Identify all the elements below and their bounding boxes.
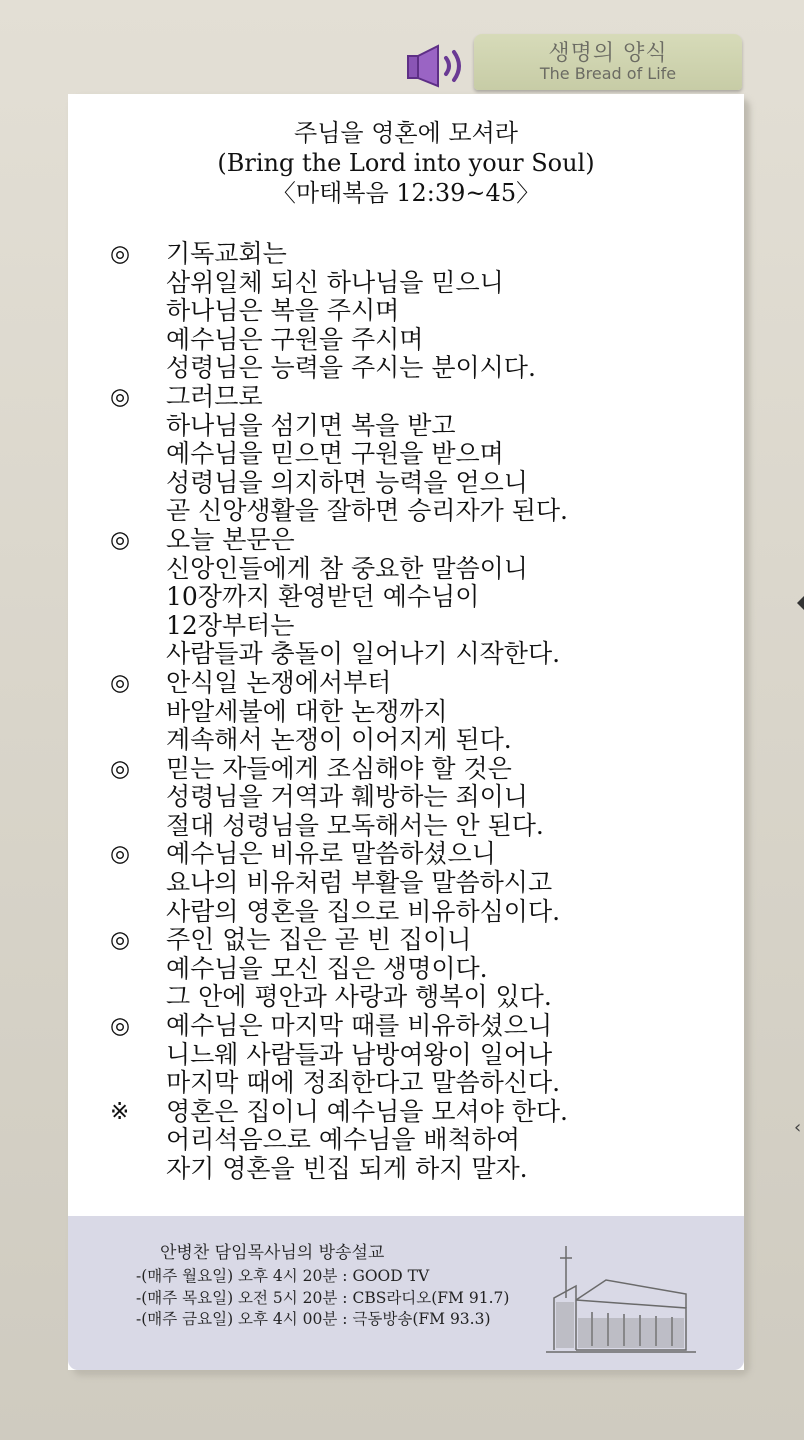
sermon-paragraph [110,383,720,526]
sermon-line: 믿는 자들에게 조심해야 할 것은 [166,753,512,783]
sermon-line: 신앙인들에게 참 중요한 말씀이니 [166,553,528,583]
paragraph-lines [166,240,720,383]
sermon-paragraph [110,840,720,926]
broadcast-schedule [136,1266,509,1331]
next-page-arrow-icon[interactable] [797,596,804,610]
sermon-line: 영혼은 집이니 예수님을 모셔야 한다. [166,1096,568,1126]
bullet-mark-icon: ◎ [110,526,131,553]
sermon-line: 사람의 영혼을 집으로 비유하심이다. [166,896,561,926]
bullet-mark-icon: ◎ [110,841,131,868]
broadcast-heading: 안병찬 담임목사님의 방송설교 [160,1243,385,1263]
sermon-paragraph [110,526,720,669]
sermon-line: 기독교회는 [166,239,287,268]
bullet-mark-icon: ◎ [110,1013,131,1040]
sermon-line: 성령님을 거역과 훼방하는 죄이니 [166,782,528,812]
sermon-paragraph [110,926,720,1012]
sermon-line: 예수님을 모신 집은 생명이다. [166,953,488,983]
sermon-line: 바알세불에 대한 논쟁까지 [166,696,448,726]
sermon-line: 곧 신앙생활을 잘하면 승리자가 된다. [166,496,568,526]
sermon-line: 예수님은 구원을 주시며 [166,324,424,354]
sermon-line: 10장까지 환영받던 예수님이 [166,582,480,612]
sermon-line: 삼위일체 되신 하나님을 믿으니 [166,267,504,297]
bread-of-life-badge [474,34,742,90]
paragraph-lines [166,669,720,755]
sermon-line: 예수님은 비유로 말씀하셨으니 [166,839,496,869]
sermon-line: 절대 성령님을 모독해서는 안 된다. [166,810,544,840]
sermon-card [68,94,744,1370]
church-building-image [546,1238,696,1358]
sermon-line: 요나의 비유처럼 부활을 말씀하시고 [166,868,553,898]
sermon-line: 어리석음으로 예수님을 배척하여 [166,1125,520,1155]
paragraph-lines [166,383,720,526]
sermon-line: 성령님을 의지하면 능력을 얻으니 [166,467,528,497]
sermon-line: 그 안에 평안과 사랑과 행복이 있다. [166,982,552,1012]
paragraph-lines [166,755,720,841]
speaker-icon[interactable] [404,44,468,88]
bullet-mark-icon: ◎ [110,927,131,954]
schedule-item: -(매주 월요일) 오후 4시 20분 : GOOD TV [136,1267,430,1285]
sermon-line: 오늘 본문은 [166,524,295,554]
note-mark-icon: ※ [110,1098,130,1125]
scripture-reference: 〈마태복음 12:39~45〉 [271,179,541,207]
sermon-paragraph [110,1012,720,1098]
paragraph-lines [166,1098,720,1184]
paragraph-lines [166,1012,720,1098]
schedule-item: -(매주 목요일) 오전 5시 20분 : CBS라디오(FM 91.7) [136,1288,510,1307]
sermon-paragraph [110,1098,720,1184]
prev-chevron-icon[interactable]: ‹ [794,1117,802,1138]
sermon-line: 성령님은 능력을 주시는 분이시다. [166,353,536,383]
sermon-line: 12장부터는 [166,610,295,640]
bullet-mark-icon: ◎ [110,383,131,410]
sermon-line: 사람들과 충돌이 일어나기 시작한다. [166,639,561,669]
sermon-line: 마지막 때에 정죄한다고 말씀하신다. [166,1068,561,1098]
paragraph-lines [166,926,720,1012]
sermon-line: 주인 없는 집은 곧 빈 집이니 [166,925,472,955]
sermon-line: 하나님을 섬기면 복을 받고 [166,410,456,440]
sermon-paragraph [110,240,720,383]
sermon-header [68,118,744,208]
sermon-body [110,240,720,1184]
broadcast-footer [68,1216,744,1370]
bullet-mark-icon: ◎ [110,241,131,267]
sermon-line: 안식일 논쟁에서부터 [166,667,392,697]
sermon-line: 자기 영혼을 빈집 되게 하지 말자. [166,1154,528,1183]
sermon-title-english: (Bring the Lord into your Soul) [217,149,595,177]
sermon-paragraph [110,669,720,755]
badge-title: 생명의 양식 [548,41,668,66]
sermon-paragraph [110,755,720,841]
sermon-line: 예수님을 믿으면 구원을 받으며 [166,439,504,469]
sermon-line: 하나님은 복을 주시며 [166,296,400,326]
sermon-line: 계속해서 논쟁이 이어지게 된다. [166,725,512,755]
paragraph-lines [166,526,720,669]
sermon-title: 주님을 영혼에 모셔라 [294,119,518,147]
bullet-mark-icon: ◎ [110,755,131,782]
badge-subtitle: The Bread of Life [539,64,677,83]
schedule-item: -(매주 금요일) 오후 4시 00분 : 극동방송(FM 93.3) [136,1310,491,1328]
bullet-mark-icon: ◎ [110,669,131,696]
sermon-line: 예수님은 마지막 때를 비유하셨으니 [166,1011,553,1041]
sermon-line: 니느웨 사람들과 남방여왕이 일어나 [166,1039,553,1069]
sermon-line: 그러므로 [166,381,263,411]
paragraph-lines [166,840,720,926]
